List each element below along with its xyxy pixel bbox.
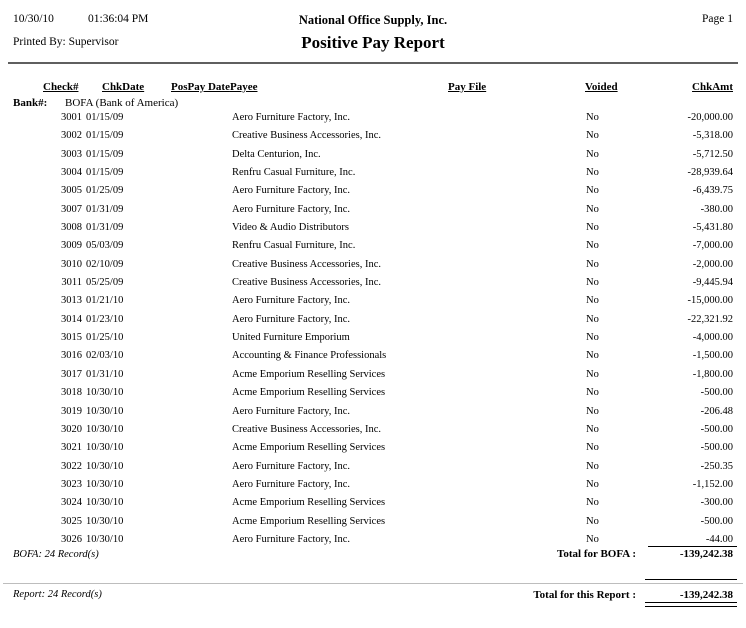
payee-name: Renfru Casual Furniture, Inc. [232,240,356,252]
check-date: 02/03/10 [86,350,124,362]
bank-name: BOFA (Bank of America) [65,97,179,109]
voided-flag: No [586,515,599,527]
check-date: 02/10/09 [86,258,124,270]
payee-name: United Furniture Emporium [232,332,350,344]
check-amount: -22,321.92 [687,313,733,325]
bank-record-count: BOFA: 24 Record(s) [13,549,99,560]
voided-flag: No [586,130,599,142]
payee-name: Acme Emporium Reselling Services [232,497,386,509]
check-date: 10/30/10 [86,515,124,527]
payee-name: Acme Emporium Reselling Services [232,442,386,454]
table-row [0,424,746,442]
voided-flag: No [586,497,599,509]
check-date: 01/15/09 [86,112,124,123]
voided-flag: No [586,368,599,380]
check-date: 01/21/10 [86,295,124,307]
check-number: 3002 [61,130,82,142]
payee-name: Acme Emporium Reselling Services [232,387,386,399]
payee-name: Aero Furniture Factory, Inc. [232,405,350,417]
check-date: 10/30/10 [86,460,124,472]
check-amount: -20,000.00 [687,112,733,123]
header-rule [8,62,738,64]
check-number: 3021 [61,442,82,454]
check-number: 3001 [61,112,82,123]
payee-name: Acme Emporium Reselling Services [232,515,386,527]
check-date: 01/23/10 [86,313,124,325]
table-row [0,240,746,258]
voided-flag: No [586,423,599,435]
voided-flag: No [586,478,599,490]
payee-name: Aero Furniture Factory, Inc. [232,203,350,215]
check-number: 3020 [61,423,82,435]
check-date: 10/30/10 [86,497,124,509]
check-amount: -9,445.94 [692,277,733,289]
check-amount: -206.48 [700,405,733,417]
check-amount: -5,431.80 [692,222,733,234]
table-row [0,442,746,460]
check-date: 01/31/09 [86,222,124,234]
check-number: 3023 [61,478,82,490]
column-header-payee: Payee [230,81,258,93]
payee-name: Aero Furniture Factory, Inc. [232,460,350,472]
check-amount: -250.35 [700,460,733,472]
check-date: 01/15/09 [86,148,124,160]
bank-total-rule [648,546,737,547]
check-amount: -4,000.00 [692,332,733,344]
check-number: 3005 [61,185,82,197]
check-number: 3015 [61,332,82,344]
bank-number-label: Bank#: [13,97,48,109]
voided-flag: No [586,185,599,197]
check-amount: -2,000.00 [692,258,733,270]
check-amount: -1,800.00 [692,368,733,380]
voided-flag: No [586,332,599,344]
check-amount: -44.00 [705,533,733,545]
table-row [0,295,746,313]
check-amount: -300.00 [700,497,733,509]
voided-flag: No [586,313,599,325]
check-number: 3019 [61,405,82,417]
voided-flag: No [586,295,599,307]
table-row [0,222,746,240]
table-row [0,185,746,203]
table-row [0,406,746,424]
voided-flag: No [586,460,599,472]
table-row [0,167,746,185]
section-divider [3,583,743,584]
voided-flag: No [586,387,599,399]
table-row [0,204,746,222]
bank-total-label: Total for BOFA : [557,548,636,560]
check-amount: -1,152.00 [692,478,733,490]
payee-name: Creative Business Accessories, Inc. [232,130,382,142]
check-date: 10/30/10 [86,478,124,490]
table-row [0,350,746,368]
column-header-chkamt: ChkAmt [692,81,733,93]
payee-name: Aero Furniture Factory, Inc. [232,185,350,197]
report-total-rule [645,579,737,580]
check-amount: -5,318.00 [692,130,733,142]
check-number: 3013 [61,295,82,307]
check-amount: -500.00 [700,387,733,399]
table-row [0,314,746,332]
payee-name: Aero Furniture Factory, Inc. [232,478,350,490]
check-amount: -6,439.75 [692,185,733,197]
check-amount: -28,939.64 [687,167,733,179]
payee-name: Acme Emporium Reselling Services [232,368,386,380]
check-date: 01/25/09 [86,185,124,197]
table-row [0,387,746,405]
check-amount: -15,000.00 [687,295,733,307]
voided-flag: No [586,533,599,545]
check-date: 01/15/09 [86,130,124,142]
check-number: 3022 [61,460,82,472]
check-amount: -500.00 [700,423,733,435]
check-number: 3014 [61,313,82,325]
table-row [0,479,746,497]
table-row [0,130,746,148]
table-rows [0,112,746,552]
column-header-pospay-date: PosPay Date [171,81,230,93]
check-number: 3010 [61,258,82,270]
check-amount: -7,000.00 [692,240,733,252]
report-total-label: Total for this Report : [533,589,636,601]
check-amount: -1,500.00 [692,350,733,362]
column-header-chkdate: ChkDate [102,81,145,93]
page-number: Page 1 [702,13,733,25]
check-amount: -500.00 [700,442,733,454]
table-row [0,332,746,350]
table-row [0,259,746,277]
payee-name: Delta Centurion, Inc. [232,148,321,160]
voided-flag: No [586,148,599,160]
voided-flag: No [586,442,599,454]
payee-name: Accounting & Finance Professionals [232,350,387,362]
check-date: 10/30/10 [86,423,124,435]
check-number: 3018 [61,387,82,399]
voided-flag: No [586,167,599,179]
voided-flag: No [586,203,599,215]
payee-name: Creative Business Accessories, Inc. [232,423,382,435]
payee-name: Video & Audio Distributors [232,222,349,234]
check-date: 05/03/09 [86,240,124,252]
column-header-pay-file: Pay File [448,81,487,93]
check-date: 05/25/09 [86,277,124,289]
check-date: 01/31/10 [86,368,124,380]
check-number: 3011 [61,277,82,289]
report-title: Positive Pay Report [301,33,445,52]
payee-name: Creative Business Accessories, Inc. [232,258,382,270]
table-row [0,149,746,167]
payee-name: Aero Furniture Factory, Inc. [232,313,350,325]
table-row [0,461,746,479]
voided-flag: No [586,405,599,417]
check-amount: -5,712.50 [692,148,733,160]
check-date: 10/30/10 [86,387,124,399]
voided-flag: No [586,112,599,123]
column-header-voided: Voided [585,81,618,93]
print-date: 10/30/10 [13,13,54,25]
check-date: 10/30/10 [86,442,124,454]
report-total-amount: -139,242.38 [679,589,733,601]
table-row [0,369,746,387]
voided-flag: No [586,222,599,234]
check-date: 01/25/10 [86,332,124,344]
check-date: 10/30/10 [86,533,124,545]
payee-name: Aero Furniture Factory, Inc. [232,295,350,307]
check-number: 3026 [61,533,82,545]
payee-name: Renfru Casual Furniture, Inc. [232,167,356,179]
check-number: 3004 [61,167,82,179]
table-row [0,497,746,515]
table-row [0,516,746,534]
check-date: 01/31/09 [86,203,124,215]
column-header-check: Check# [43,81,79,93]
payee-name: Creative Business Accessories, Inc. [232,277,382,289]
company-name: National Office Supply, Inc. [298,13,448,27]
check-number: 3008 [61,222,82,234]
voided-flag: No [586,277,599,289]
payee-name: Aero Furniture Factory, Inc. [232,533,350,545]
check-number: 3025 [61,515,82,527]
printed-by: Printed By: Supervisor [13,36,119,48]
report-total-double-underline [645,602,737,607]
check-number: 3017 [61,368,82,380]
check-number: 3007 [61,203,82,215]
voided-flag: No [586,240,599,252]
table-row [0,277,746,295]
check-number: 3024 [61,497,82,509]
print-time: 01:36:04 PM [88,13,149,25]
table-row [0,112,746,130]
check-date: 01/15/09 [86,167,124,179]
voided-flag: No [586,258,599,270]
payee-name: Aero Furniture Factory, Inc. [232,112,350,123]
check-amount: -380.00 [700,203,733,215]
check-amount: -500.00 [700,515,733,527]
check-number: 3003 [61,148,82,160]
report-record-count: Report: 24 Record(s) [13,589,102,600]
voided-flag: No [586,350,599,362]
check-date: 10/30/10 [86,405,124,417]
bank-total-amount: -139,242.38 [679,548,733,560]
check-number: 3009 [61,240,82,252]
check-number: 3016 [61,350,82,362]
